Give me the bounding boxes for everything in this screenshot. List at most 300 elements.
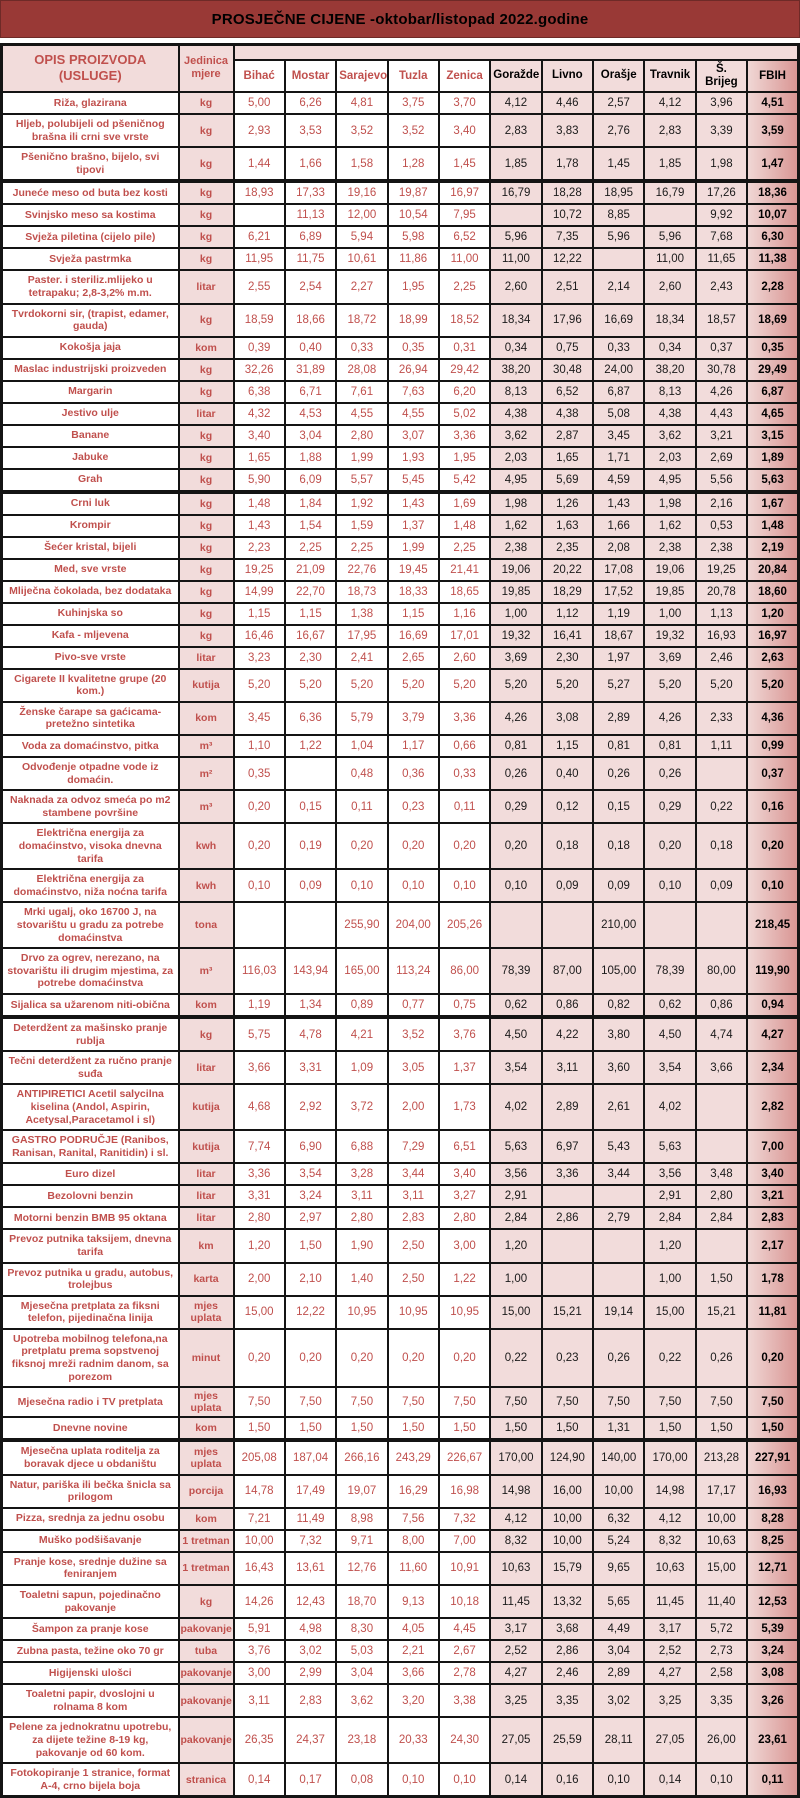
price-cell: 4,38 [490,403,541,425]
price-cell: 204,00 [388,902,439,948]
price-cell: 1,00 [644,603,695,625]
price-cell: 3,56 [490,1163,541,1185]
price-cell: 16,97 [747,625,798,647]
product-name: Krompir [2,515,179,537]
price-cell: 0,22 [644,1329,695,1387]
price-cell: 1,47 [747,147,798,181]
price-cell: 3,26 [747,1684,798,1717]
price-cell: 1,15 [285,603,336,625]
price-cell [696,1229,747,1262]
product-name: Deterdžent za mašinsko pranje rublja [2,1017,179,1051]
unit-of-measure: kg [179,359,234,381]
unit-of-measure: m³ [179,948,234,994]
price-cell: 10,00 [696,1508,747,1530]
price-cell: 27,05 [490,1717,541,1763]
product-name: Naknada za odvoz smeća po m2 stambene površine [2,790,179,823]
price-cell: 20,78 [696,581,747,603]
price-cell: 1,50 [234,1417,285,1440]
price-cell: 0,48 [336,757,387,790]
price-cell: 27,05 [644,1717,695,1763]
header-strip [234,45,799,60]
price-cell: 24,37 [285,1717,336,1763]
price-cell: 3,62 [644,425,695,447]
price-cell: 11,00 [644,248,695,270]
column-header-mostar: Mostar [285,60,336,92]
price-cell: 3,11 [542,1051,593,1084]
price-cell: 7,00 [439,1530,490,1552]
price-cell: 17,01 [439,625,490,647]
table-row [2,1717,799,1763]
price-cell: 10,18 [439,1585,490,1618]
price-cell: 6,26 [285,92,336,114]
product-name: Kokošja jaja [2,337,179,359]
table-row [2,359,799,381]
price-cell: 1,37 [439,1051,490,1084]
table-row [2,181,799,204]
unit-of-measure: kwh [179,823,234,869]
price-cell: 11,86 [388,248,439,270]
price-cell: 3,52 [336,114,387,147]
price-cell: 17,95 [336,625,387,647]
price-cell: 1,65 [542,447,593,469]
price-cell: 1,45 [593,147,644,181]
price-cell: 18,95 [593,181,644,204]
price-cell: 2,25 [285,537,336,559]
table-row [2,603,799,625]
price-cell: 1,00 [490,603,541,625]
table-row [2,337,799,359]
price-cell: 4,81 [336,92,387,114]
price-cell: 16,29 [388,1475,439,1508]
table-row [2,823,799,869]
price-cell: 0,40 [285,337,336,359]
product-name: Banane [2,425,179,447]
table-header [2,45,799,92]
price-cell: 1,43 [388,492,439,515]
price-cell: 6,38 [234,381,285,403]
price-cell: 1,16 [439,603,490,625]
table-row [2,304,799,337]
table-row [2,1475,799,1508]
price-cell: 12,22 [285,1296,336,1329]
product-name: Tečni deterdžent za ručno pranje suđa [2,1051,179,1084]
price-cell: 113,24 [388,948,439,994]
price-cell: 0,39 [234,337,285,359]
price-cell: 1,12 [542,603,593,625]
price-cell: 187,04 [285,1440,336,1474]
price-cell: 12,22 [542,248,593,270]
price-cell: 2,69 [696,447,747,469]
price-cell: 18,34 [644,304,695,337]
price-cell: 16,79 [490,181,541,204]
unit-of-measure: litar [179,1163,234,1185]
unit-of-measure: kom [179,1417,234,1440]
unit-of-measure: pakovanje [179,1618,234,1640]
price-cell: 16,93 [747,1475,798,1508]
price-cell: 8,00 [388,1530,439,1552]
price-cell: 4,43 [696,403,747,425]
price-cell: 19,25 [234,559,285,581]
product-name: Grah [2,469,179,492]
price-cell [285,757,336,790]
price-cell: 218,45 [747,902,798,948]
price-cell: 0,82 [593,994,644,1017]
product-name: Mliječna čokolada, bez dodataka [2,581,179,603]
product-name: Fotokopiranje 1 stranice, format A-4, crno bijela boja [2,1763,179,1797]
price-cell: 2,65 [388,647,439,669]
price-cell: 1,50 [542,1417,593,1440]
price-cell: 1,15 [234,603,285,625]
price-cell: 18,67 [593,625,644,647]
price-cell: 0,26 [593,757,644,790]
price-cell: 4,26 [490,702,541,735]
price-cell: 2,00 [234,1263,285,1296]
price-cell: 19,45 [388,559,439,581]
price-cell: 8,28 [747,1508,798,1530]
price-cell: 4,46 [542,92,593,114]
price-cell: 1,17 [388,735,439,757]
price-cell: 9,65 [593,1552,644,1585]
price-cell: 1,09 [336,1051,387,1084]
price-cell [542,1185,593,1207]
unit-of-measure: kg [179,248,234,270]
price-cell: 19,87 [388,181,439,204]
price-cell: 14,98 [644,1475,695,1508]
price-cell: 11,65 [696,248,747,270]
price-cell: 0,11 [439,790,490,823]
price-cell: 20,22 [542,559,593,581]
price-cell: 143,94 [285,948,336,994]
unit-of-measure: kg [179,204,234,226]
unit-of-measure: litar [179,647,234,669]
price-cell: 8,85 [593,204,644,226]
table-row [2,1440,799,1474]
price-cell: 3,00 [439,1229,490,1262]
price-cell: 5,63 [644,1130,695,1163]
price-cell: 17,17 [696,1475,747,1508]
price-cell: 32,26 [234,359,285,381]
price-cell: 19,06 [644,559,695,581]
price-cell: 14,78 [234,1475,285,1508]
price-cell: 14,98 [490,1475,541,1508]
price-cell: 3,66 [234,1051,285,1084]
price-cell: 9,13 [388,1585,439,1618]
price-cell: 3,45 [234,702,285,735]
price-cell: 124,90 [542,1440,593,1474]
price-cell: 3,17 [644,1618,695,1640]
price-cell: 2,34 [747,1051,798,1084]
product-name: Pizza, srednja za jednu osobu [2,1508,179,1530]
price-cell: 1,85 [644,147,695,181]
price-cell: 0,15 [285,790,336,823]
table-row [2,1684,799,1717]
table-row [2,92,799,114]
product-name: Svježa piletina (cijelo pile) [2,226,179,248]
price-cell: 1,20 [747,603,798,625]
price-cell: 4,12 [644,1508,695,1530]
price-cell: 3,40 [747,1163,798,1185]
price-cell: 1,78 [747,1263,798,1296]
price-cell: 8,25 [747,1530,798,1552]
unit-of-measure: karta [179,1263,234,1296]
price-cell: 2,52 [490,1640,541,1662]
table-row [2,1051,799,1084]
price-cell: 18,28 [542,181,593,204]
price-cell: 1,66 [593,515,644,537]
price-cell: 10,63 [490,1552,541,1585]
price-cell: 5,96 [593,226,644,248]
price-cell: 7,74 [234,1130,285,1163]
price-cell: 19,32 [490,625,541,647]
product-name: Cigarete II kvalitetne grupe (20 kom.) [2,669,179,702]
price-cell: 19,85 [490,581,541,603]
price-cell: 116,03 [234,948,285,994]
price-cell: 1,11 [696,735,747,757]
price-cell: 1,50 [696,1417,747,1440]
price-cell: 1,34 [285,994,336,1017]
price-cell: 0,20 [490,823,541,869]
price-cell: 16,79 [644,181,695,204]
unit-of-measure: kg [179,1585,234,1618]
price-cell: 19,32 [644,625,695,647]
price-cell: 11,75 [285,248,336,270]
price-cell: 10,07 [747,204,798,226]
price-cell [696,1130,747,1163]
price-cell: 1,62 [490,515,541,537]
price-cell: 3,25 [644,1684,695,1717]
price-cell: 5,08 [593,403,644,425]
price-cell: 0,20 [234,790,285,823]
price-cell: 0,77 [388,994,439,1017]
price-cell: 1,50 [747,1417,798,1440]
price-cell: 2,73 [696,1640,747,1662]
price-cell: 0,33 [593,337,644,359]
price-cell: 0,20 [234,823,285,869]
price-cell: 205,26 [439,902,490,948]
price-cell: 18,59 [234,304,285,337]
price-cell: 6,21 [234,226,285,248]
price-cell: 6,32 [593,1508,644,1530]
unit-of-measure: kg [179,92,234,114]
product-name: Prevoz putnika u gradu, autobus, trolejbus [2,1263,179,1296]
price-cell: 1,48 [439,515,490,537]
price-cell: 0,23 [542,1329,593,1387]
price-cell: 87,00 [542,948,593,994]
price-cell: 0,29 [644,790,695,823]
price-cell: 7,50 [593,1387,644,1417]
price-cell: 5,20 [490,669,541,702]
product-name: GASTRO PODRUČJE (Ranibos, Ranisan, Ranital, Ranitidin) i sl. [2,1130,179,1163]
unit-of-measure: litar [179,270,234,303]
price-cell: 0,14 [490,1763,541,1797]
price-cell: 1,20 [234,1229,285,1262]
price-cell: 2,89 [542,1084,593,1130]
unit-of-measure: kom [179,1508,234,1530]
price-cell: 2,46 [696,647,747,669]
price-cell: 5,96 [490,226,541,248]
table-row [2,403,799,425]
price-cell: 4,32 [234,403,285,425]
price-cell: 1,50 [388,1417,439,1440]
price-cell: 1,63 [542,515,593,537]
price-cell: 5,57 [336,469,387,492]
price-cell: 0,11 [336,790,387,823]
price-cell: 3,39 [696,114,747,147]
unit-of-measure: kutija [179,1084,234,1130]
price-cell: 10,00 [542,1508,593,1530]
price-cell: 18,33 [388,581,439,603]
price-cell: 3,70 [439,92,490,114]
price-cell: 3,62 [336,1684,387,1717]
price-cell: 18,93 [234,181,285,204]
price-cell: 2,89 [593,1662,644,1684]
price-cell: 0,94 [747,994,798,1017]
price-cell: 2,03 [644,447,695,469]
price-cell: 16,43 [234,1552,285,1585]
unit-of-measure: kg [179,559,234,581]
price-cell: 1,10 [234,735,285,757]
price-cell: 1,43 [234,515,285,537]
price-cell: 3,56 [644,1163,695,1185]
price-cell: 1,95 [388,270,439,303]
price-cell: 12,43 [285,1585,336,1618]
price-cell: 2,84 [490,1207,541,1229]
price-cell: 2,30 [285,647,336,669]
price-cell: 2,86 [542,1640,593,1662]
table-row [2,757,799,790]
product-name: Sijalica sa užarenom niti-obična [2,994,179,1017]
price-cell: 1,65 [234,447,285,469]
price-cell: 6,89 [285,226,336,248]
price-cell: 227,91 [747,1440,798,1474]
price-cell [644,902,695,948]
unit-of-measure: kg [179,469,234,492]
table-row [2,1618,799,1640]
table-row [2,492,799,515]
price-cell: 1,40 [336,1263,387,1296]
unit-of-measure: 1 tretman [179,1530,234,1552]
price-cell: 5,20 [747,669,798,702]
table-row [2,1163,799,1185]
price-cell: 19,25 [696,559,747,581]
unit-of-measure: kg [179,492,234,515]
price-cell: 1,92 [336,492,387,515]
price-cell: 1,97 [593,647,644,669]
price-cell: 24,00 [593,359,644,381]
product-name: Pranje kose, srednje dužine sa feniranjem [2,1552,179,1585]
price-cell: 0,10 [696,1763,747,1797]
price-cell: 12,71 [747,1552,798,1585]
price-cell: 7,29 [388,1130,439,1163]
table-row [2,1763,799,1797]
unit-of-measure: mjes uplata [179,1296,234,1329]
price-cell: 2,91 [644,1185,695,1207]
price-table [0,43,800,1798]
price-cell: 6,51 [439,1130,490,1163]
price-cell: 1,98 [644,492,695,515]
price-cell: 1,98 [490,492,541,515]
price-cell: 3,59 [747,114,798,147]
price-cell: 2,87 [542,425,593,447]
price-cell: 1,89 [747,447,798,469]
column-header-sarajevo: Sarajevo [336,60,387,92]
product-name: Pivo-sve vrste [2,647,179,669]
product-name: Mjesečna pretplata za fiksni telefon, pijedinačna linija [2,1296,179,1329]
price-cell: 0,19 [285,823,336,869]
price-cell: 4,49 [593,1618,644,1640]
price-cell: 12,53 [747,1585,798,1618]
table-row [2,1263,799,1296]
table-row [2,735,799,757]
unit-of-measure: m³ [179,790,234,823]
price-cell: 6,88 [336,1130,387,1163]
column-header-livno: Livno [542,60,593,92]
price-cell [593,248,644,270]
table-row [2,114,799,147]
price-cell: 3,08 [747,1662,798,1684]
price-cell: 11,45 [490,1585,541,1618]
product-name: Pšenično brašno, bijelo, svi tipovi [2,147,179,181]
price-cell: 0,81 [644,735,695,757]
column-header-tuzla: Tuzla [388,60,439,92]
product-name: Odvođenje otpadne vode iz domaćin. [2,757,179,790]
price-cell: 2,58 [696,1662,747,1684]
price-cell: 0,16 [542,1763,593,1797]
price-cell: 15,00 [490,1296,541,1329]
price-cell: 0,20 [439,1329,490,1387]
price-cell: 4,27 [644,1662,695,1684]
price-cell: 29,49 [747,359,798,381]
product-name: Muško podšišavanje [2,1530,179,1552]
product-name: Električna energija za domaćinstvo, niža noćna tarifa [2,869,179,902]
unit-of-measure: kg [179,537,234,559]
price-cell: 3,54 [490,1051,541,1084]
price-cell: 4,26 [644,702,695,735]
price-cell: 0,20 [234,1329,285,1387]
table-row [2,1130,799,1163]
price-cell: 2,17 [747,1229,798,1262]
price-cell: 5,91 [234,1618,285,1640]
column-header-unit: Jedinica mjere [179,45,234,92]
product-name: Higijenski ulošci [2,1662,179,1684]
price-cell: 3,04 [336,1662,387,1684]
price-cell: 1,20 [490,1229,541,1262]
price-cell: 26,94 [388,359,439,381]
price-cell: 3,69 [644,647,695,669]
price-cell: 7,50 [644,1387,695,1417]
price-cell: 18,60 [747,581,798,603]
table-row [2,581,799,603]
table-row [2,425,799,447]
unit-of-measure: kg [179,515,234,537]
price-cell: 18,36 [747,181,798,204]
product-name: Prevoz putnika taksijem, dnevna tarifa [2,1229,179,1262]
price-cell: 0,26 [644,757,695,790]
price-cell: 2,23 [234,537,285,559]
table-row [2,559,799,581]
price-cell [593,1229,644,1262]
price-cell: 1,50 [490,1417,541,1440]
price-cell: 10,95 [439,1296,490,1329]
price-cell: 16,69 [388,625,439,647]
price-cell: 0,62 [490,994,541,1017]
price-cell: 165,00 [336,948,387,994]
product-name: Šampon za pranje kose [2,1618,179,1640]
price-cell: 4,38 [644,403,695,425]
price-cell: 16,93 [696,625,747,647]
price-cell: 6,97 [542,1130,593,1163]
price-cell: 3,35 [542,1684,593,1717]
